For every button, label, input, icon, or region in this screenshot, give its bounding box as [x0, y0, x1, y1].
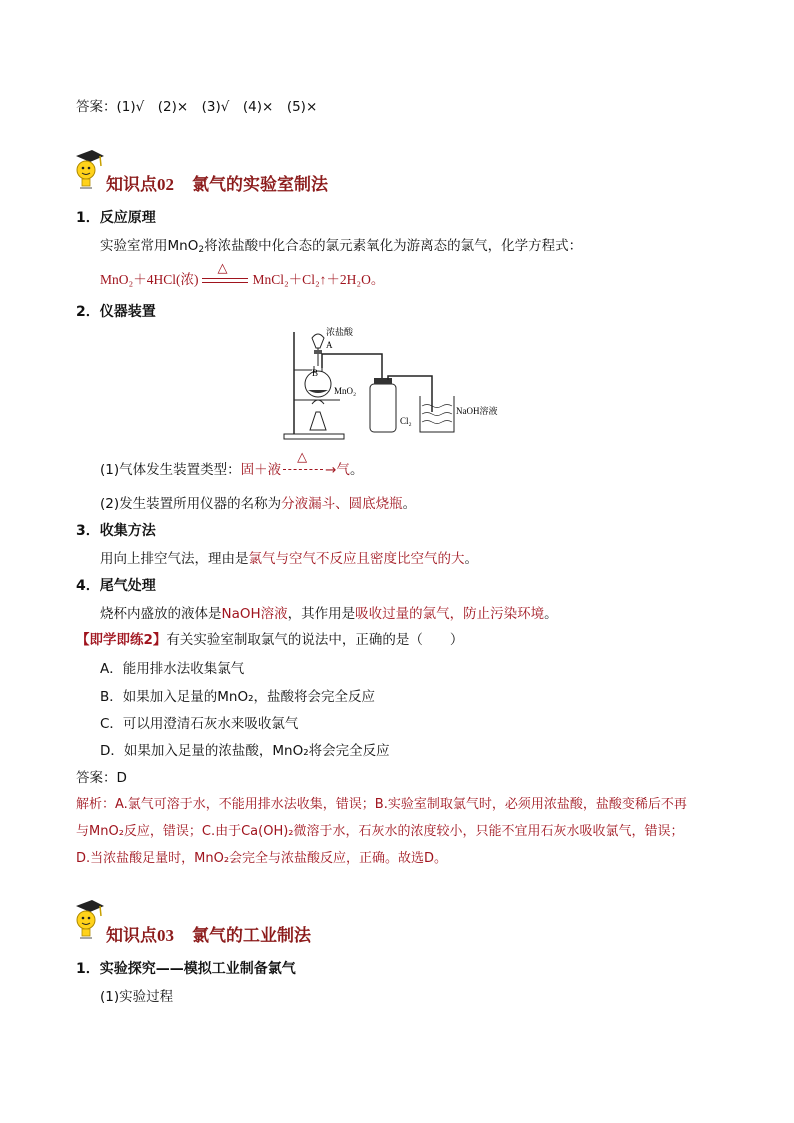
equation-right: MnCl₂＋Cl₂↑＋2H₂O。: [252, 272, 385, 287]
principle-text-pre: 实验室常用MnO: [100, 238, 199, 254]
option-c: C．可以用澄清石灰水来吸收氯气: [100, 716, 299, 732]
item1-answer-b: →气: [325, 462, 350, 478]
analysis-line-3: D.当浓盐酸足量时，MnO₂会完全与浓盐酸反应，正确。故选D。: [76, 851, 448, 866]
practice-question: [76, 628, 463, 648]
knowledge-point-02-title: [106, 170, 328, 195]
collection-end: 。: [464, 551, 478, 567]
equation-left: MnO₂＋4HCl(浓): [100, 272, 199, 287]
item1-answer-a: 固＋液: [240, 462, 282, 478]
apparatus-item-1: [100, 450, 364, 478]
label-conc-hcl: 浓盐酸: [326, 327, 354, 337]
label-b: B: [312, 368, 319, 378]
kp02-number: 知识点02: [106, 175, 174, 194]
item1-heat-symbol: △: [297, 450, 308, 465]
kp02-title-text: 氯气的实验室制法: [192, 175, 328, 195]
section-heading-industrial: 1．实验探究——模拟工业制备氯气: [76, 961, 296, 977]
option-a: A．能用排水法收集氯气: [100, 661, 245, 677]
knowledge-point-03-title: [106, 921, 311, 946]
collection-answer: 氯气与空气不反应且密度比空气的大: [248, 551, 465, 567]
equation-equals-sign: [202, 259, 248, 286]
section-heading-collection: 3．收集方法: [76, 523, 156, 539]
section-heading-principle: 1．反应原理: [76, 210, 156, 226]
heat-symbol: △: [217, 259, 228, 275]
kp03-title-text: 氯气的工业制法: [192, 926, 311, 946]
label-naoh: NaOH溶液: [456, 406, 498, 416]
item2-pre: (2)发生装置所用仪器的名称为: [100, 496, 282, 512]
item1-pre: (1)气体发生装置类型：: [100, 462, 241, 478]
apparatus-item-2: [100, 492, 416, 512]
practice-tag: 【即学即练2】: [76, 632, 167, 648]
tail-gas-mid: ，其作用是: [287, 606, 356, 622]
item2-answer: 分液漏斗、圆底烧瓶: [281, 496, 403, 512]
option-b: B．如果加入足量的MnO₂，盐酸将会完全反应: [100, 689, 376, 705]
section-heading-tail-gas: 4．尾气处理: [76, 578, 156, 594]
tail-gas-end: 。: [544, 606, 558, 622]
collection-pre: 用向上排空气法，理由是: [100, 551, 249, 567]
option-d: D．如果加入足量的浓盐酸，MnO₂将会完全反应: [100, 743, 390, 759]
analysis-line-1: 解析：A.氯气可溶于水，不能用排水法收集，错误；B.实验室制取氯气时，必须用浓盐酸，盐酸变稀后不再: [76, 797, 687, 812]
collection-text: [100, 547, 478, 567]
tail-gas-text: [100, 602, 558, 622]
label-mno2: MnO₂: [334, 386, 357, 396]
practice-answer: 答案：D: [76, 770, 127, 786]
experiment-process-label: (1)实验过程: [100, 989, 174, 1005]
tail-gas-answer-2: 吸收过量的氯气，防止污染环境: [355, 606, 545, 622]
practice-question-text: 有关实验室制取氯气的说法中，正确的是（ ）: [166, 632, 464, 648]
principle-text: 实验室常用MnO$_2$将浓盐酸中化合态的氯元素氧化为游离态的氯气，化学方程式：: [100, 238, 583, 255]
kp03-number: 知识点03: [106, 926, 174, 945]
tail-gas-pre: 烧杯内盛放的液体是: [100, 606, 222, 622]
item1-end: 。: [349, 462, 364, 478]
apparatus-diagram: [282, 326, 522, 442]
principle-text-post: 将浓盐酸中化合态的氯元素氧化为游离态的氯气，化学方程式：: [204, 238, 583, 254]
analysis-line-2: 与MnO₂反应，错误；C.由于Ca(OH)₂微溶于水，石灰水的浓度较小，只能不宜用石灰水吸收氯气，错误；: [76, 824, 684, 839]
label-a: A: [326, 340, 333, 350]
section-heading-apparatus: 2．仪器装置: [76, 304, 156, 320]
mascot-icon: [70, 900, 106, 940]
previous-answer-line: 答案：(1)√ (2)× (3)√ (4)× (5)×: [76, 99, 318, 115]
item2-end: 。: [402, 496, 417, 512]
heat-arrow: [283, 450, 323, 475]
tail-gas-answer-1: NaOH溶液: [221, 606, 288, 622]
label-cl2: Cl₂: [400, 416, 412, 426]
reaction-equation: [100, 259, 385, 288]
mascot-icon: [70, 150, 106, 190]
